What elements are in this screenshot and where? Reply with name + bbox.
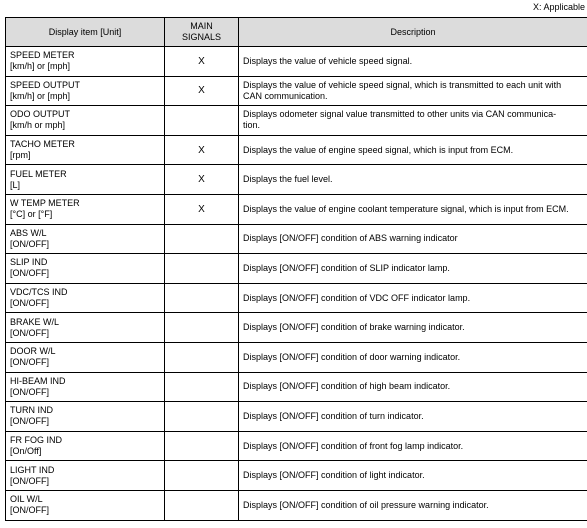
item-unit: [ON/OFF] xyxy=(10,505,49,516)
description-text: Displays [ON/OFF] condition of brake warning indicator. xyxy=(243,322,465,333)
data-monitor-table xyxy=(5,17,587,521)
description-cell xyxy=(239,431,587,461)
display-item-cell xyxy=(6,165,165,195)
item-name: BRAKE W/L xyxy=(10,316,60,327)
description-cell xyxy=(239,402,587,432)
display-item-cell xyxy=(6,490,165,520)
display-item-cell xyxy=(6,135,165,165)
display-item-cell xyxy=(6,224,165,254)
description-text: Displays the fuel level. xyxy=(243,174,333,185)
table-row xyxy=(6,224,587,254)
description-cell xyxy=(239,254,587,284)
item-unit: [rpm] xyxy=(10,150,31,161)
table-row xyxy=(6,47,587,77)
description-cell xyxy=(239,47,587,77)
main-signal-mark xyxy=(165,342,239,372)
display-item-cell xyxy=(6,313,165,343)
description-text: Displays [ON/OFF] condition of oil pressure warning indicator. xyxy=(243,499,489,510)
item-unit: [On/Off] xyxy=(10,446,42,457)
item-unit: [km/h or mph] xyxy=(10,120,66,131)
description-text: Displays the value of vehicle speed signal. xyxy=(243,55,413,66)
description-text: Displays [ON/OFF] condition of SLIP indicator lamp. xyxy=(243,262,450,273)
description-text: Displays [ON/OFF] condition of high beam indicator. xyxy=(243,381,451,392)
main-signal-mark xyxy=(165,283,239,313)
description-cell xyxy=(239,372,587,402)
table-row xyxy=(6,342,587,372)
description-text: Displays [ON/OFF] condition of door warning indicator. xyxy=(243,351,461,362)
description-cell xyxy=(239,165,587,195)
main-signal-mark: X xyxy=(165,194,239,224)
item-unit: [km/h] or [mph] xyxy=(10,61,71,72)
description-text: Displays [ON/OFF] condition of VDC OFF indicator lamp. xyxy=(243,292,471,303)
display-item-cell xyxy=(6,431,165,461)
display-item-cell xyxy=(6,194,165,224)
table-header xyxy=(6,18,587,47)
description-cell xyxy=(239,106,587,136)
main-signal-mark xyxy=(165,224,239,254)
item-name: LIGHT IND xyxy=(10,464,55,475)
table-row xyxy=(6,490,587,520)
display-item-cell xyxy=(6,342,165,372)
item-name: VDC/TCS IND xyxy=(10,287,68,298)
table-body xyxy=(6,47,587,521)
description-cell xyxy=(239,194,587,224)
header-display-item: Display item [Unit] xyxy=(6,18,165,47)
description-text: Displays [ON/OFF] condition of turn indicator. xyxy=(243,410,424,421)
description-cell xyxy=(239,342,587,372)
table-row xyxy=(6,76,587,106)
main-signal-mark xyxy=(165,313,239,343)
item-unit: [ON/OFF] xyxy=(10,298,49,309)
header-main-signals-line1: MAIN xyxy=(190,21,213,31)
description-text: Displays odometer signal value transmitted to other units via CAN communica- xyxy=(243,109,557,120)
description-text: Displays [ON/OFF] condition of light indicator. xyxy=(243,470,425,481)
description-cell xyxy=(239,76,587,106)
display-item-cell xyxy=(6,76,165,106)
item-unit: [°C] or [°F] xyxy=(10,209,53,220)
table-row xyxy=(6,106,587,136)
display-item-cell xyxy=(6,372,165,402)
main-signal-mark xyxy=(165,490,239,520)
header-main-signals-line2: SIGNALS xyxy=(181,32,221,42)
description-text-cont: tion. xyxy=(243,120,261,131)
item-name: OIL W/L xyxy=(10,494,43,505)
description-text: Displays the value of engine coolant temperature signal, which is input from ECM. xyxy=(243,203,569,214)
main-signal-mark: X xyxy=(165,76,239,106)
item-name: W TEMP METER xyxy=(10,198,80,209)
description-cell xyxy=(239,461,587,491)
item-unit: [ON/OFF] xyxy=(10,238,49,249)
display-item-cell xyxy=(6,106,165,136)
item-name: FUEL METER xyxy=(10,168,67,179)
item-name: ABS W/L xyxy=(10,227,47,238)
item-unit: [ON/OFF] xyxy=(10,475,49,486)
main-signal-mark xyxy=(165,402,239,432)
item-unit: [ON/OFF] xyxy=(10,268,49,279)
display-item-cell xyxy=(6,283,165,313)
display-item-cell xyxy=(6,402,165,432)
main-signal-mark: X xyxy=(165,47,239,77)
description-text: Displays the value of engine speed signal, which is input from ECM. xyxy=(243,144,514,155)
table-row xyxy=(6,372,587,402)
item-unit: [km/h] or [mph] xyxy=(10,90,71,101)
display-item-cell xyxy=(6,254,165,284)
description-cell xyxy=(239,224,587,254)
table-row xyxy=(6,283,587,313)
description-cell xyxy=(239,135,587,165)
item-unit: [L] xyxy=(10,179,21,190)
item-name: SPEED OUTPUT xyxy=(10,79,81,90)
main-signal-mark: X xyxy=(165,165,239,195)
item-name: SLIP IND xyxy=(10,257,48,268)
description-cell xyxy=(239,313,587,343)
main-signal-mark xyxy=(165,106,239,136)
header-main-signals xyxy=(165,18,239,47)
table-row xyxy=(6,135,587,165)
header-description: Description xyxy=(239,18,587,47)
item-unit: [ON/OFF] xyxy=(10,386,49,397)
item-unit: [ON/OFF] xyxy=(10,357,49,368)
description-text: Displays [ON/OFF] condition of front fog lamp indicator. xyxy=(243,440,464,451)
description-cell xyxy=(239,283,587,313)
description-text: Displays the value of vehicle speed signal, which is transmitted to each unit with xyxy=(243,79,562,90)
main-signal-mark xyxy=(165,372,239,402)
item-unit: [ON/OFF] xyxy=(10,416,49,427)
description-text-cont: CAN communication. xyxy=(243,90,328,101)
table-row xyxy=(6,254,587,284)
table-row xyxy=(6,402,587,432)
table-row xyxy=(6,313,587,343)
item-name: DOOR W/L xyxy=(10,346,56,357)
main-signal-mark xyxy=(165,461,239,491)
table-row xyxy=(6,194,587,224)
item-name: FR FOG IND xyxy=(10,435,62,446)
description-text: Displays [ON/OFF] condition of ABS warning indicator xyxy=(243,233,458,244)
item-name: SPEED METER xyxy=(10,50,75,61)
applicable-legend: X: Applicable xyxy=(532,2,585,12)
display-item-cell xyxy=(6,47,165,77)
item-name: TACHO METER xyxy=(10,139,75,150)
item-unit: [ON/OFF] xyxy=(10,327,49,338)
table-row xyxy=(6,165,587,195)
table-row xyxy=(6,461,587,491)
main-signal-mark xyxy=(165,431,239,461)
item-name: TURN IND xyxy=(10,405,53,416)
display-item-cell xyxy=(6,461,165,491)
main-signal-mark: X xyxy=(165,135,239,165)
item-name: ODO OUTPUT xyxy=(10,109,70,120)
table-row xyxy=(6,431,587,461)
item-name: HI-BEAM IND xyxy=(10,375,66,386)
description-cell xyxy=(239,490,587,520)
main-signal-mark xyxy=(165,254,239,284)
